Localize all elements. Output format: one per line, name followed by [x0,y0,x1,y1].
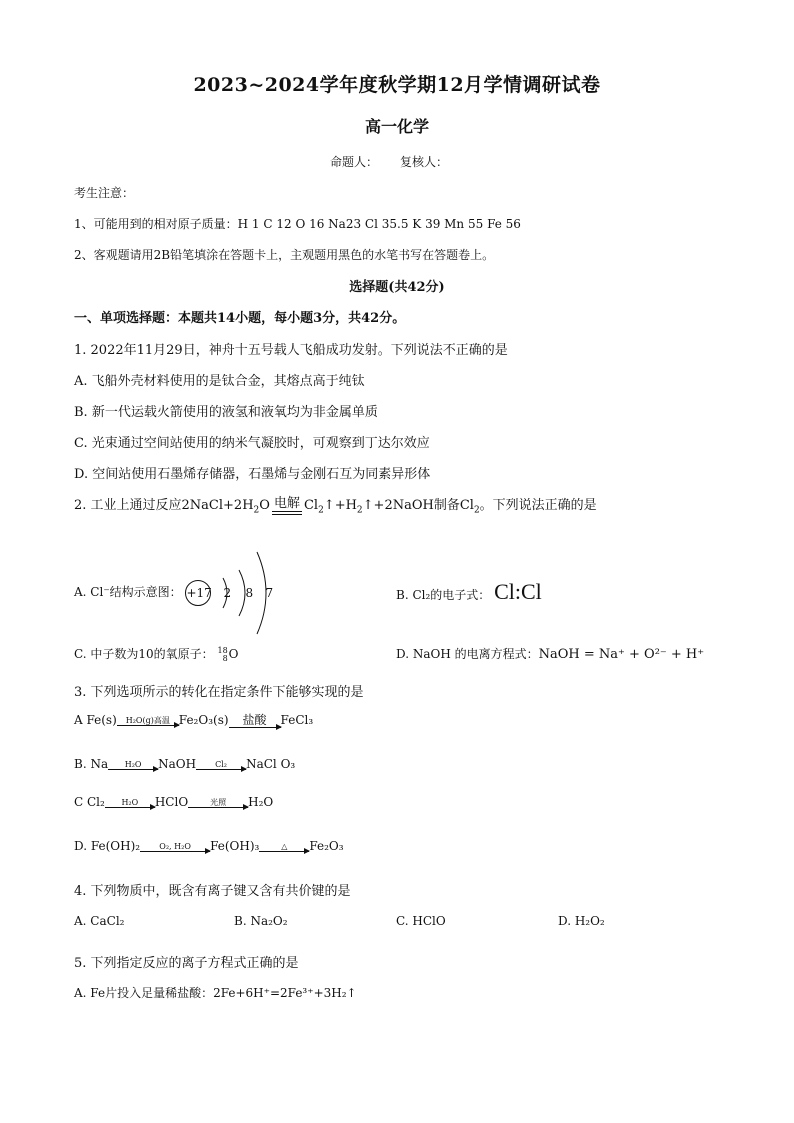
reaction-arrow: Cl₂ [196,760,246,770]
reaction-arrow: O₂, H₂O [140,842,210,852]
q3-stem: 3. 下列选项所示的转化在指定条件下能够实现的是 [74,685,364,700]
notes-item-2: 2、客观题请用2B铅笔填涂在答题卡上，主观题用黑色的水笔书写在答题卷上。 [74,248,495,262]
q2-up1: ↑+H [323,498,357,513]
isotope-numbers: 18 8 [217,645,228,663]
q3-option-d: D. Fe(OH)₂ O₂, H₂O Fe(OH)₃ △ Fe₂O₃ [74,839,344,853]
q4-option-a: A. CaCl₂ [74,914,125,928]
q1-option-b: B. 新一代运载火箭使用的液氢和液氧均为非金属单质 [74,405,378,420]
shell-3-electrons: 7 [265,585,274,600]
q4-option-c: C. HClO [396,914,446,928]
q1-stem: 1. 2022年11月29日，神舟十五号载人飞船成功发射。下列说法不正确的是 [74,343,508,358]
q2-option-b-label: B. Cl₂的电子式： [396,588,491,602]
cl2-electron-formula: Cl:Cl [494,579,542,604]
electron-shell-arcs [185,548,295,638]
isotope-symbol: O [228,647,239,661]
q4-stem: 4. 下列物质中，既含有离子键又含有共价键的是 [74,884,351,899]
q4-option-d: D. H₂O₂ [558,914,605,928]
cl-ion-structure-diagram [185,581,295,605]
q2-option-a-label: A. Cl⁻结构示意图： [74,585,182,599]
q5-stem: 5. 下列指定反应的离子方程式正确的是 [74,956,299,971]
notes-heading: 考生注意： [74,186,135,200]
q2-option-c-label: C. 中子数为10的氧原子： [74,647,214,661]
naoh-ionization-equation: NaOH = Na⁺ + O²⁻ + H⁺ [538,647,705,662]
section-title: 选择题(共42分) [349,280,445,295]
shell-2-electrons: 8 [245,585,254,600]
exam-subject: 高一化学 [364,117,429,136]
q2-option-d-label: D. NaOH 的电离方程式： [396,647,539,661]
notes-item-1: 1、可能用到的相对原子质量：H 1 C 12 O 16 Na23 Cl 35.5 K 39 Mn 55 Fe 56 [74,217,521,231]
shell-1-electrons: 2 [223,585,232,600]
q3-option-b: B. Na H₂O NaOH Cl₂ NaCl O₃ [74,757,296,771]
reaction-arrow: H₂O [108,760,158,770]
reaction-arrow: H₂O [105,798,155,808]
q2-up2: ↑+2NaOH制备Cl [362,498,474,513]
q2-option-c [74,645,239,663]
q2-option-d [396,645,704,662]
author-line [330,153,470,170]
q2-cl2: Cl [303,498,319,513]
nucleus-circle: +17 [185,580,211,606]
q2-stem: 2. 工业上通过反应$2NaCl+2H_2O$ 电解 $Cl_2↑+H_2↑+2NaOH$制备$Cl_2$。下列说法正确的是 [74,495,597,516]
q1-option-d: D. 空间站使用石墨烯存储器，石墨烯与金刚石互为同素异形体 [74,467,431,482]
q5-option-a: A. Fe片投入足量稀盐酸：2Fe+6H⁺=2Fe³⁺+3H₂↑ [74,986,357,1000]
q2-o: O [259,498,270,513]
reaction-arrow: △ [259,842,309,852]
reaction-arrow: 盐酸 [229,714,281,728]
q2-option-a [74,580,295,605]
q4-option-b: B. Na₂O₂ [234,914,288,928]
q3-option-a: A Fe(s) H₂O(g)高温 Fe₂O₃(s) 盐酸 FeCl₃ [74,712,314,727]
q2-option-b [396,580,542,607]
exam-title: 2023~2024学年度秋学期12月学情调研试卷 [193,74,601,96]
reviewer-label: 复核人： [400,155,449,169]
reaction-arrow: H₂O(g)高温 [117,716,179,726]
q3-option-c: C Cl₂ H₂O HClO 光照 H₂O [74,795,274,809]
q2-stem-pre: 2. 工业上通过反应2NaCl+2H [74,498,254,513]
author-label: 命题人： [330,155,379,169]
reaction-arrow: 光照 [188,798,248,808]
part-1-heading: 一、单项选择题：本题共14小题，每小题3分，共42分。 [74,311,406,326]
q1-option-c: C. 光束通过空间站使用的纳米气凝胶时，可观察到丁达尔效应 [74,436,430,451]
electrolysis-condition: 电解 [272,497,302,515]
q1-option-a: A. 飞船外壳材料使用的是钛合金，其熔点高于纯钛 [74,374,365,389]
q2-stem-post: 。下列说法正确的是 [479,498,597,513]
